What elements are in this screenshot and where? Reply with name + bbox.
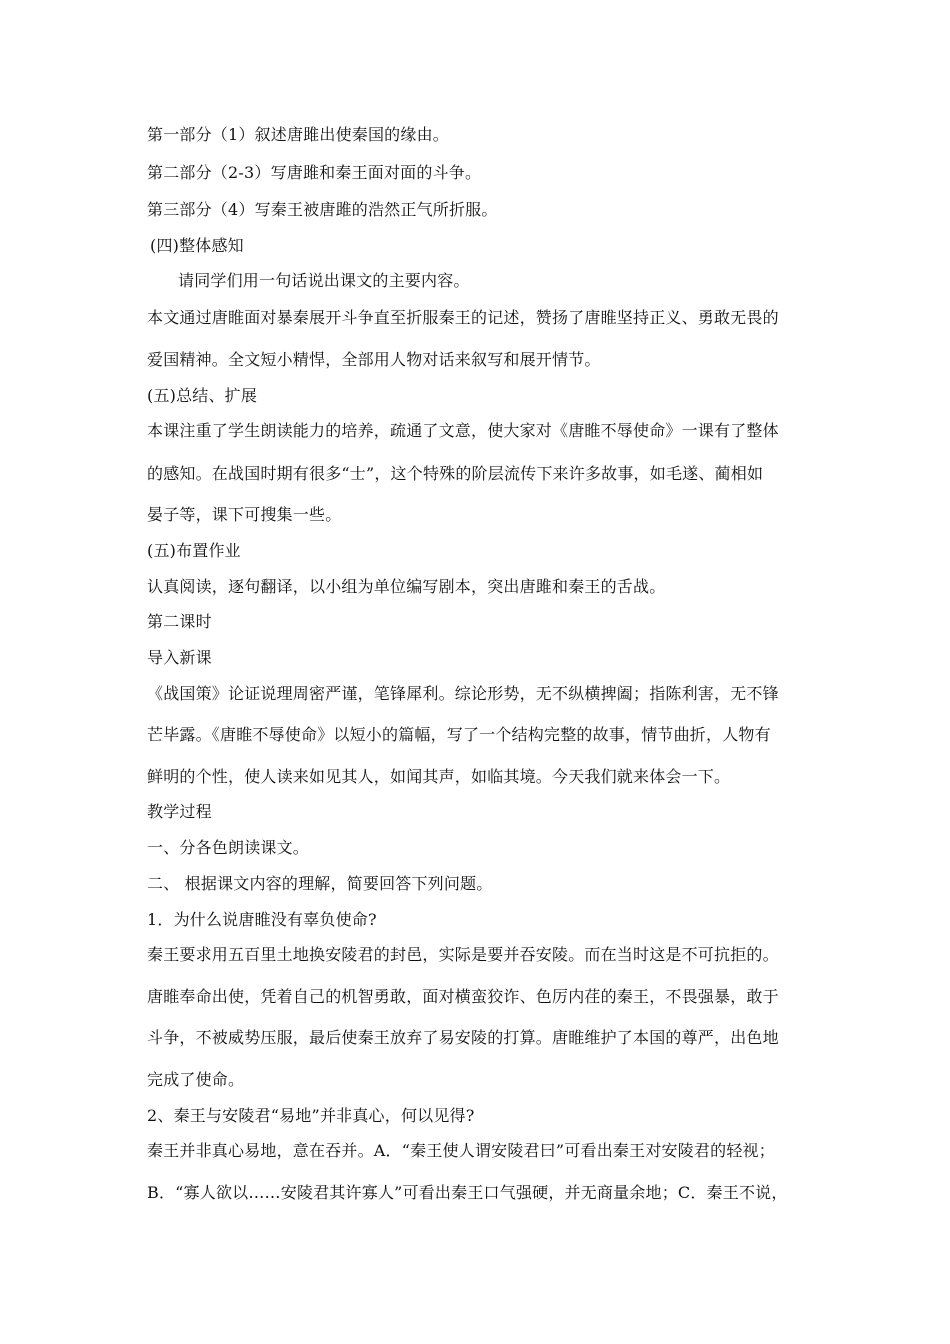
text-line: 的感知。在战国时期有很多“士”，这个特殊的阶层流传下来许多故事，如毛遂、蔺相如: [147, 464, 764, 483]
text-line: 鲜明的个性，使人读来如见其人，如闻其声，如临其境。今天我们就来体会一下。: [147, 767, 731, 786]
text-line: 认真阅读，逐句翻译，以小组为单位编写剧本，突出唐雎和秦王的舌战。: [147, 577, 666, 596]
text-line: 本文通过唐睢面对暴秦展开斗争直至折服秦王的记述，赞扬了唐睢坚持正义、勇敢无畏的: [147, 308, 779, 327]
text-line: 第三部分（4）写秦王被唐雎的浩然正气所折服。: [147, 200, 498, 219]
text-line: 芒毕露。《唐睢不辱使命》以短小的篇幅，写了一个结构完整的故事，情节曲折，人物有: [147, 725, 771, 744]
text-line: 晏子等，课下可搜集一些。: [147, 505, 342, 524]
section-heading: (五)总结、扩展: [147, 386, 258, 405]
text-line: B．“寡人欲以……安陵君其许寡人”可看出秦王口气强硬，并无商量余地；C．秦王不说，: [147, 1183, 788, 1202]
text-line: 秦王并非真心易地，意在吞并。A．“秦王使人谓安陵君曰”可看出秦王对安陵君的轻视；: [147, 1141, 775, 1160]
question-line: 2、秦王与安陵君“易地”并非真心，何以见得?: [147, 1106, 475, 1125]
text-line: 第二部分（2-3）写唐雎和秦王面对面的斗争。: [147, 163, 482, 182]
section-heading: (四)整体感知: [150, 236, 244, 255]
text-line: 完成了使命。: [147, 1070, 245, 1089]
text-line: 请同学们用一句话说出课文的主要内容。: [178, 271, 470, 290]
section-heading: 教学过程: [147, 802, 212, 821]
text-line: 本课注重了学生朗读能力的培养，疏通了文意，使大家对《唐睢不辱使命》一课有了整体: [147, 421, 779, 440]
lesson-heading: 第二课时: [147, 612, 212, 631]
question-line: 1．为什么说唐睢没有辜负使命?: [147, 910, 377, 929]
section-heading: 导入新课: [147, 648, 212, 667]
text-line: 《战国策》论证说理周密严谨，笔锋犀利。综论形势，无不纵横捭阖；指陈利害，无不锋: [147, 684, 779, 703]
text-line: 唐睢奉命出使，凭着自己的机智勇敢，面对横蛮狡诈、色厉内荏的秦王，不畏强暴，敢于: [147, 987, 779, 1006]
text-line: 一、分各色朗读课文。: [147, 838, 310, 857]
text-line: 第一部分（1）叙述唐雎出使秦国的缘由。: [147, 125, 449, 144]
text-line: 斗争，不被威势压服，最后使秦王放弃了易安陵的打算。唐睢维护了本国的尊严，出色地: [147, 1028, 779, 1047]
text-line: 爱国精神。全文短小精悍，全部用人物对话来叙写和展开情节。: [147, 350, 601, 369]
section-heading: (五)布置作业: [147, 541, 241, 560]
text-line: 二、 根据课文内容的理解，简要回答下列问题。: [147, 874, 493, 893]
text-line: 秦王要求用五百里土地换安陵君的封邑，实际是要并吞安陵。而在当时这是不可抗拒的。: [147, 945, 779, 964]
